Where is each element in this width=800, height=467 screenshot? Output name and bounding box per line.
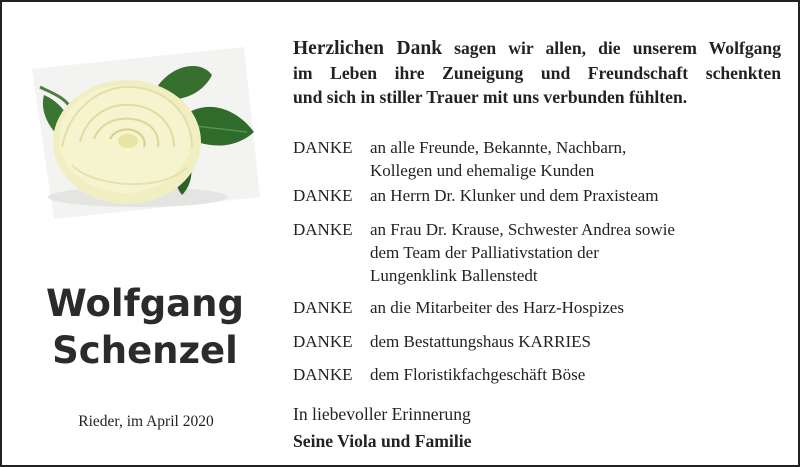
intro-line-3: und sich in stiller Trauer mit uns verbunden fühlten. [293,87,688,107]
thanks-item [293,363,585,386]
thanks-item [293,136,626,182]
thanks-line: an Frau Dr. Krause, Schwester Andrea sowie [370,220,675,239]
thanks-line: Lungenklink Ballenstedt [370,266,538,285]
thanks-keyword: DANKE [293,332,353,351]
thanks-line: Kollegen und ehemalige Kunden [370,161,595,180]
deceased-last-name: Schenzel [52,329,238,372]
closing [293,401,471,455]
thanks-line: dem Bestattungshaus KARRIES [370,332,591,351]
thanks-item [293,184,658,207]
thanks-keyword: DANKE [293,365,353,384]
deceased-first-name: Wolfgang [46,282,244,325]
thanks-line: dem Team der Palliativstation der [370,243,599,262]
thanks-keyword: DANKE [293,298,353,317]
thanks-item [293,296,624,319]
thanks-item [293,330,591,353]
thanks-keyword: DANKE [293,186,353,205]
place-date: Rieder, im April 2020 [78,413,214,430]
thanks-line: an Herrn Dr. Klunker und dem Praxisteam [370,186,659,205]
signature: Seine Viola und Familie [293,431,472,451]
thanks-keyword: DANKE [293,220,353,239]
deceased-name [22,280,268,374]
thanks-item [293,218,675,287]
intro-paragraph [293,36,781,109]
intro-line-2: im Leben ihre Zuneigung und Freundschaft schenkten [293,63,781,83]
intro-lead: Herzlichen Dank [293,38,443,59]
white-rose-image [32,47,260,219]
thanks-line: an die Mitarbeiter des Harz-Hospizes [370,298,624,317]
thanks-keyword: DANKE [293,138,353,157]
thanks-line: dem Floristikfachgeschäft Böse [370,365,586,384]
intro-line-1: sagen wir allen, die unserem Wolfgang [442,38,781,58]
closing-line: In liebevoller Erinnerung [293,404,471,424]
thanks-line: an alle Freunde, Bekannte, Nachbarn, [370,138,627,157]
